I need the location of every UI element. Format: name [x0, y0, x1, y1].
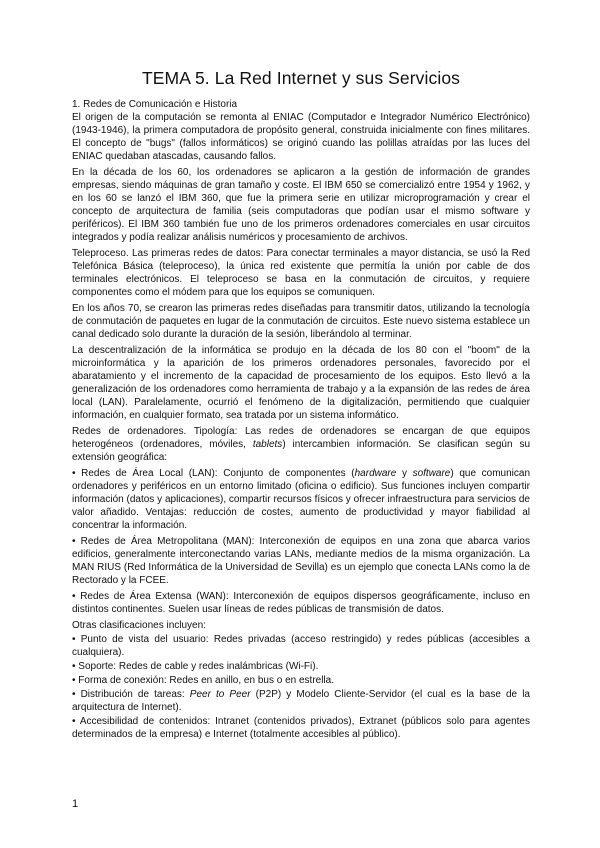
paragraph: [72, 660, 530, 673]
paragraph: [72, 425, 530, 464]
text-segment: (P2P) y Modelo Cliente-Servidor (el cual es la base de la arquitectura de Internet).: [72, 689, 530, 713]
paragraph: [72, 467, 530, 532]
document-body: [72, 111, 530, 741]
paragraph: [72, 111, 530, 163]
paragraph: [72, 344, 530, 422]
paragraph: [72, 619, 530, 632]
page-number: 1: [72, 798, 79, 810]
text-segment: • Redes de Área Extensa (WAN): Interconexión de equipos dispersos geográficamente, incluso en distintos continentes. Suelen usar líneas de redes públicas de transmisión de datos.: [72, 591, 530, 615]
text-segment: Teleproceso. Las primeras redes de datos: Para conectar terminales a mayor distancia, se usó la Red Telefónica Básica (teleproceso), la única red existente que permitía la unión por cable de dos terminales electrónicos. El teleproceso se basa en la conmutación de circuitos, y requiere componentes como el módem para que los equipos se comuniquen.: [72, 248, 530, 298]
italic-text: hardware: [354, 468, 397, 479]
text-segment: Redes de ordenadores. Tipología: Las redes de ordenadores se encargan de que equipos heterogéneos (ordenadores, móviles,: [72, 426, 530, 450]
text-segment: • Distribución de tareas:: [72, 689, 190, 700]
paragraph: [72, 688, 530, 714]
paragraph: [72, 535, 530, 587]
document-title: TEMA 5. La Red Internet y sus Servicios: [141, 68, 461, 88]
italic-text: Peer to Peer: [189, 689, 251, 700]
text-segment: ) intercambien información. Se clasifican según su extensión geográfica:: [72, 439, 531, 463]
text-segment: • Accesibilidad de contenidos: Intranet (contenidos privados), Extranet (públicos solo para agentes determinados de la empresa) e Internet (totalmente accesibles al público).: [72, 716, 530, 740]
section-heading: 1. Redes de Comunicación e Historia: [72, 99, 238, 110]
text-segment: Otras clasificaciones incluyen:: [72, 620, 206, 631]
paragraph: [72, 247, 530, 299]
text-segment: • Punto de vista del usuario: Redes privadas (acceso restringido) y redes públicas (accesibles a cualquiera).: [72, 634, 530, 658]
text-segment: • Redes de Área Local (LAN): Conjunto de componentes (: [72, 468, 355, 479]
paragraph: [72, 674, 530, 687]
paragraph: [72, 715, 530, 741]
text-segment: y: [396, 468, 413, 479]
paragraph: [72, 590, 530, 616]
text-segment: La descentralización de la informática se produjo en la década de los 80 con el "boom" de la microinformática y la aparición de los primeros ordenadores personales, favorecido por el abaratamiento y el incremento de la capacidad de procesamiento de los equipos. Esto llevó a la generalización de los ordenadores como herramienta de trabajo y a la expansión de las redes de área local (LAN). Paralelamente, ocurrió el fenómeno de la digitalización, permitiendo que cualquier información, en cualquier formato, sea tratada por un sistema informático.: [72, 345, 530, 421]
document-page: [72, 68, 530, 742]
text-segment: En la década de los 60, los ordenadores se aplicaron a la gestión de información de grandes empresas, siendo máquinas de gran tamaño y coste. El IBM 650 se comercializó entre 1954 y 1962, y en los 60 se lanzó el IBM 360, que fue la primera serie en utilizar microprogramación y crear el concepto de arquitectura de familia (seis computadoras que podían usar el mismo software y periféricos). El IBM 360 también fue uno de los primeros ordenadores comerciales en usar circuitos integrados y podía realizar análisis numéricos y procesamiento de archivos.: [72, 167, 530, 243]
text-segment: ) que comunican ordenadores y periféricos en un entorno limitado (oficina o edificio). Sus funciones incluyen compartir información (datos y aplicaciones), compartir recursos físicos y ofrecer infraestructura para servicios de valor añadido. Ventajas: reducción de costes, aumento de productividad y mayor fiabilidad al concentrar la información.: [72, 468, 531, 531]
paragraph: [72, 166, 530, 244]
text-segment: • Soporte: Redes de cable y redes inalámbricas (Wi-Fi).: [72, 661, 319, 672]
italic-text: software: [412, 468, 451, 479]
text-segment: El origen de la computación se remonta al ENIAC (Computador e Integrador Numérico Electrónico) (1943-1946), la primera computadora de propósito general, construida inicialmente con fines militares. El concepto de "bugs" (fallos informáticos) se originó cuando las polillas atraídas por las luces del ENIAC quedaban atascadas, causando fallos.: [72, 112, 530, 162]
text-segment: • Forma de conexión: Redes en anillo, en bus o en estrella.: [72, 675, 334, 686]
paragraph: [72, 633, 530, 659]
italic-text: tablets: [252, 439, 283, 450]
text-segment: En los años 70, se crearon las primeras redes diseñadas para transmitir datos, utilizando la tecnología de conmutación de paquetes en lugar de la conmutación de circuitos. Este nuevo sistema establece un canal dedicado solo durante la duración de la sesión, liberándolo al terminar.: [72, 303, 530, 340]
text-segment: • Redes de Área Metropolitana (MAN): Interconexión de equipos en una zona que abarca varios edificios, generalmente interconectando varias LANs, mediante medios de la misma organización. La MAN RIUS (Red Informática de la Universidad de Sevilla) es un ejemplo que conecta LANs como la de Rectorado y la FCEE.: [72, 536, 530, 586]
paragraph: [72, 302, 530, 341]
